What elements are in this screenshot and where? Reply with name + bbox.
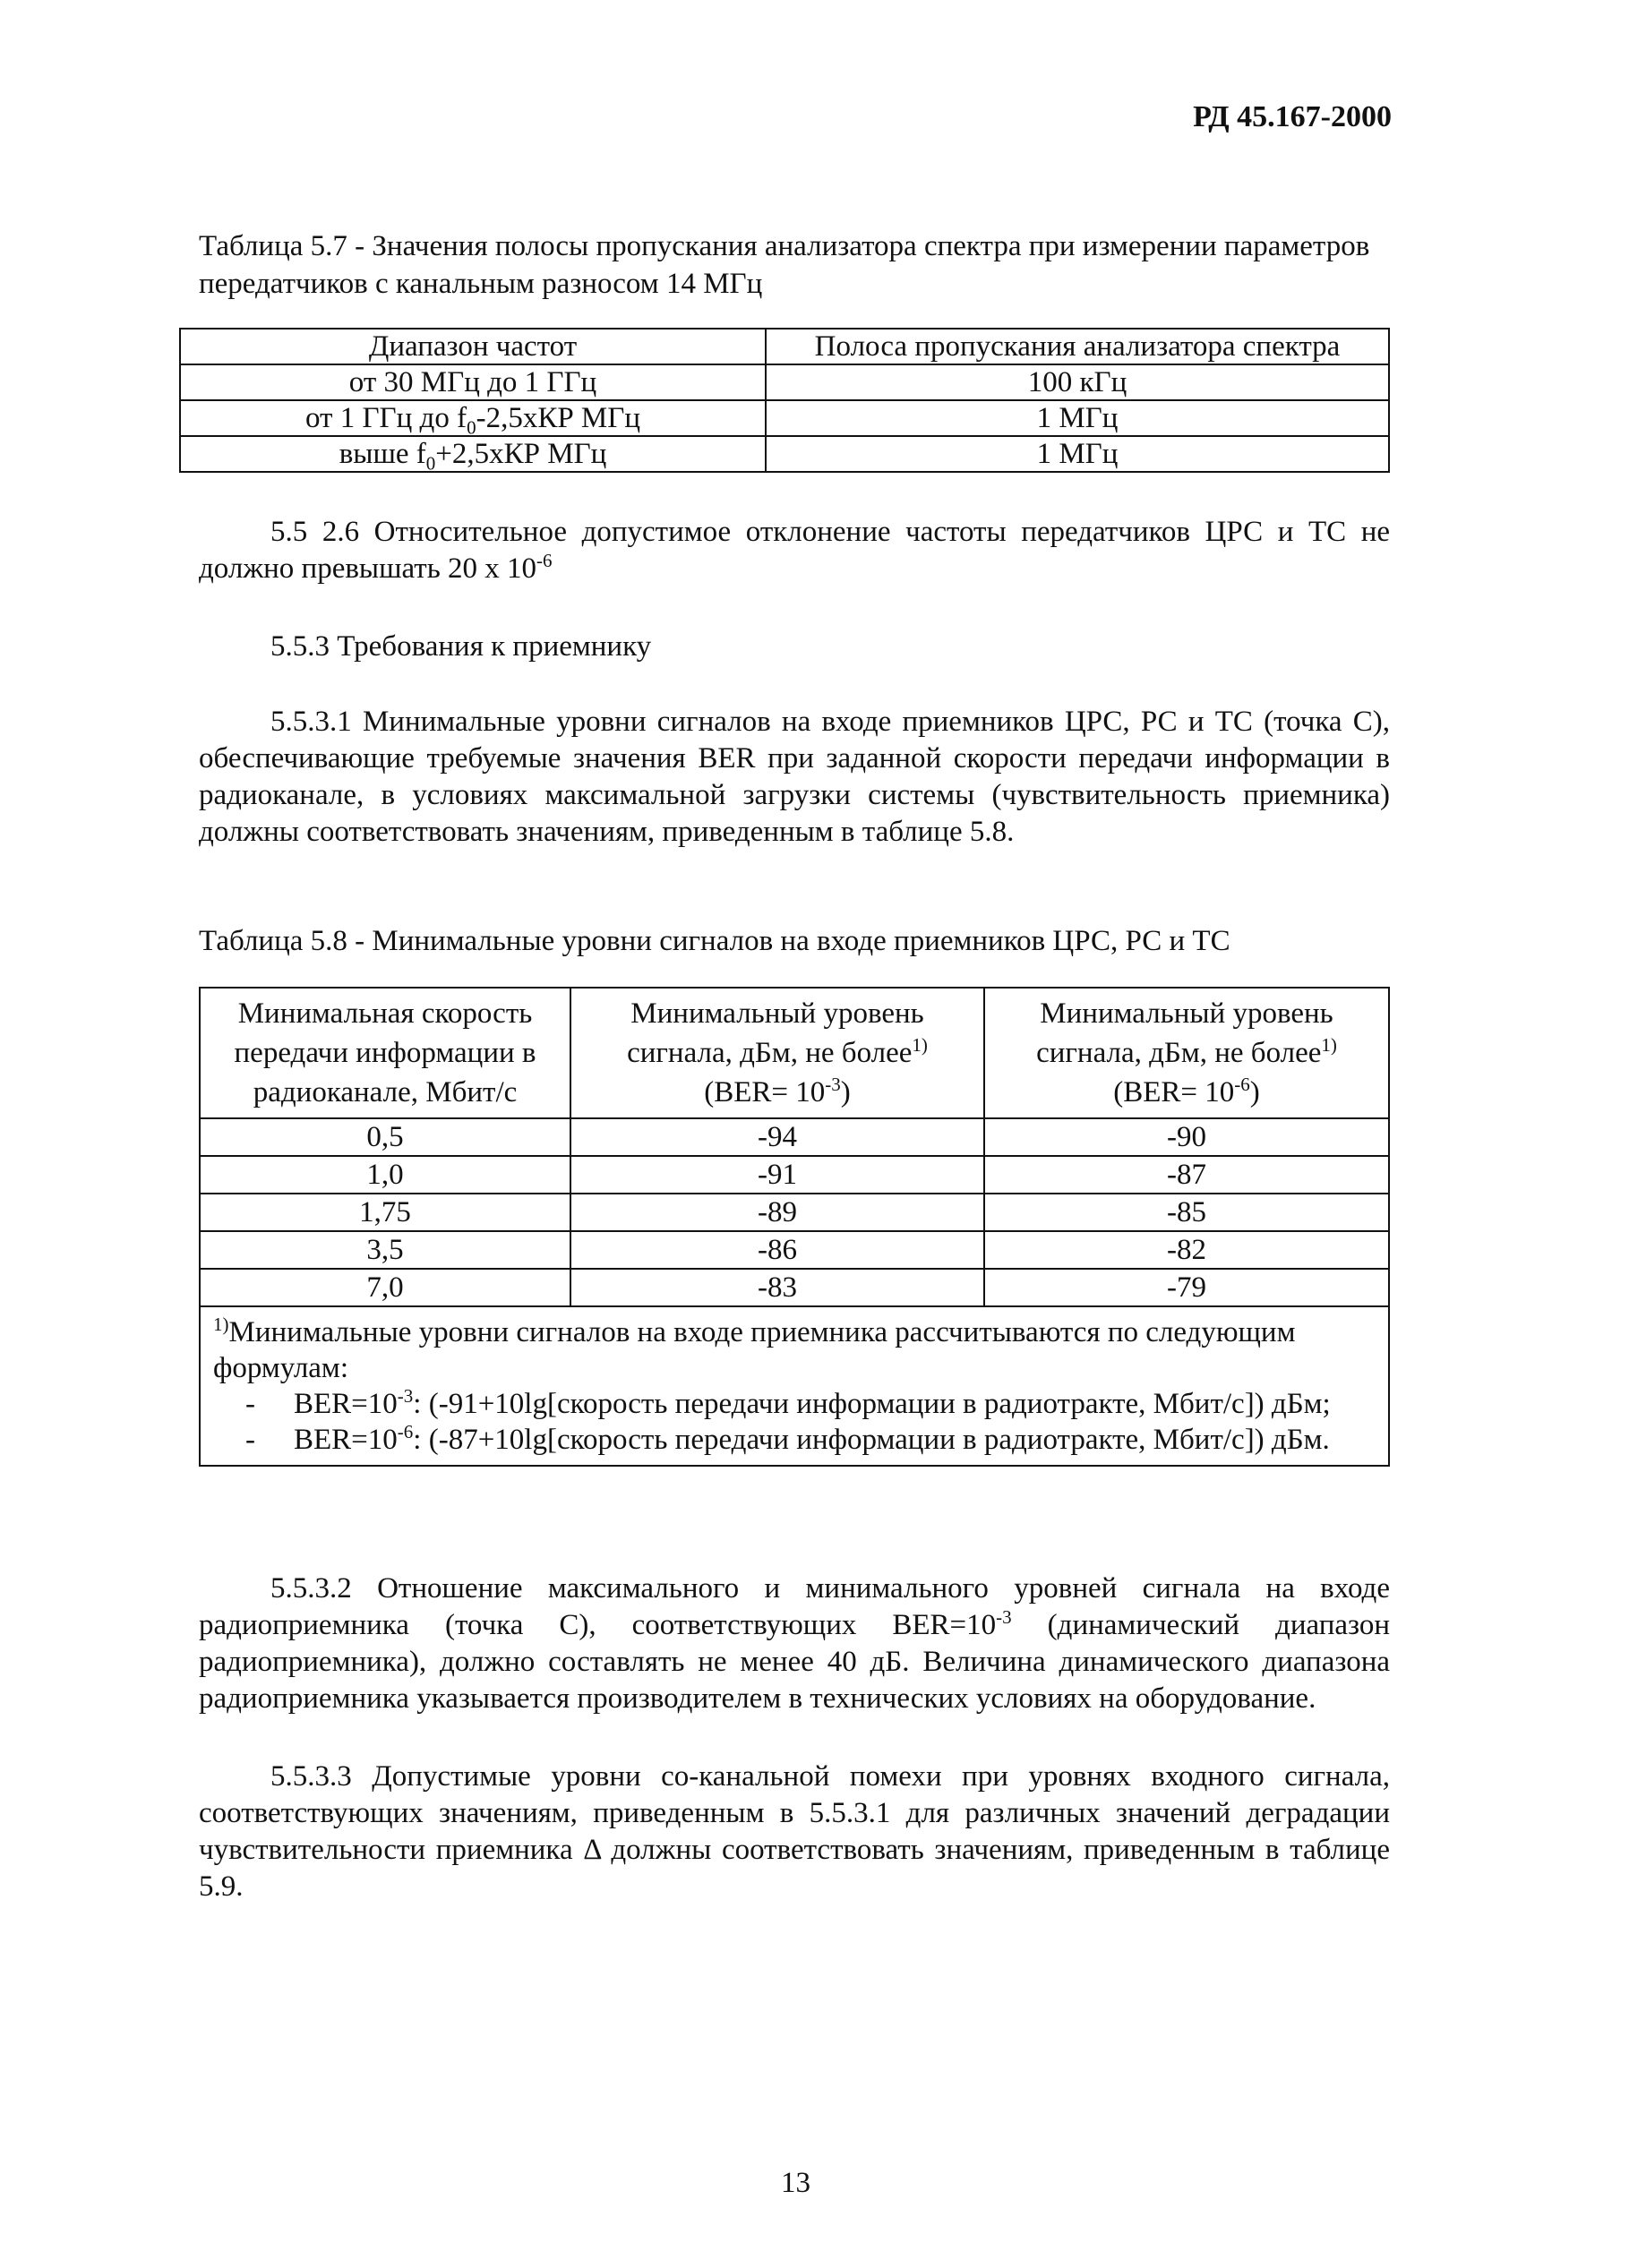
bandwidth-cell: 1 МГц xyxy=(766,436,1389,472)
level-ber6-cell: -79 xyxy=(984,1269,1389,1306)
frequency-range-cell: выше $f_0+2,5хКР$ МГц xyxy=(180,436,766,472)
table-note-row xyxy=(200,1306,1389,1466)
table-note xyxy=(200,1306,1389,1466)
table-row xyxy=(200,1269,1389,1306)
level-ber3-cell: -86 xyxy=(570,1231,984,1269)
table-5-8-caption: Таблица 5.8 - Минимальные уровни сигналов на входе приемников ЦРС, РС и ТС xyxy=(199,925,1230,957)
table-row xyxy=(200,1231,1389,1269)
table-header-row xyxy=(200,988,1389,1118)
table-5-8 xyxy=(199,987,1390,1467)
table-row xyxy=(180,364,1389,400)
speed-cell: 0,5 xyxy=(200,1118,570,1156)
paragraph-5-5-3-1: 5.5.3.1 Минимальные уровни сигналов на входе приемников ЦРС, РС и ТС (точка С), обеспечивающие требуемые значения BER при заданной скорости передачи информации в радиоканале, в условиях максимальной загрузки системы (чувствительность приемника) должны соответствовать значениям, приведенным в таблице 5.8. xyxy=(199,706,1390,848)
column-header: Полоса пропускания анализатора спектра xyxy=(766,329,1389,364)
document-code: РД 45.167-2000 xyxy=(1193,100,1392,133)
bandwidth-cell: 100 кГц xyxy=(766,364,1389,400)
level-ber3-cell: -94 xyxy=(570,1118,984,1156)
level-ber3-cell: -89 xyxy=(570,1194,984,1231)
level-ber3-cell: -83 xyxy=(570,1269,984,1306)
speed-cell: 7,0 xyxy=(200,1269,570,1306)
column-header-ber6: Минимальный уровень сигнала, дБм, не более$^{1)}$ $(BER= 10^{-6})$ xyxy=(984,988,1389,1118)
table-row xyxy=(200,1156,1389,1194)
paragraph-5-5-3-3: 5.5.3.3 Допустимые уровни со-канальной помехи при уровнях входного сигнала, соответствующих значениям, приведенным в 5.5.3.1 для различных значений деградации чувствительности приемника Δ должны соответствовать значениям, приведенным в таблице 5.9. xyxy=(199,1760,1390,1903)
frequency-range-cell: от 30 МГц до 1 ГГц xyxy=(180,364,766,400)
speed-cell: 3,5 xyxy=(200,1231,570,1269)
table-5-7 xyxy=(179,328,1390,473)
speed-cell: 1,75 xyxy=(200,1194,570,1231)
paragraph-5-5-2-6: 5.5 2.6 Относительное допустимое отклонение частоты передатчиков ЦРС и ТС не должно превышать 20 х $10^{-6}$ xyxy=(199,516,1390,585)
page-number: 13 xyxy=(781,2167,810,2199)
column-header-speed: Минимальная скорость передачи информации в радиоканале, Мбит/с xyxy=(200,988,570,1118)
column-header-ber3: Минимальный уровень сигнала, дБм, не более$^{1)}$ $(BER= 10^{-3})$ xyxy=(570,988,984,1118)
column-header: Диапазон частот xyxy=(180,329,766,364)
table-row xyxy=(180,436,1389,472)
paragraph-5-5-3-2: 5.5.3.2 Отношение максимального и минимального уровней сигнала на входе радиоприемника (точка С), соответствующих $BER=10^{-3}$ (динамический диапазон радиоприемника), должно составлять не менее 40 дБ. Величина динамического диапазона радиоприемника указывается производителем в технических условиях на оборудование. xyxy=(199,1572,1390,1715)
level-ber6-cell: -82 xyxy=(984,1231,1389,1269)
section-heading-5-5-3: 5.5.3 Требования к приемнику xyxy=(270,630,652,663)
table-5-7-caption: Таблица 5.7 - Значения полосы пропускания анализатора спектра при измерении параметров передатчиков с канальным разносом 14 МГц xyxy=(199,230,1370,300)
formula-ber6: - $BER=10^{-6}$: (-87+10lg[скорость передачи информации в радиотракте, Мбит/с]) дБм. xyxy=(245,1421,1330,1456)
note-intro: $^{1)}$Минимальные уровни сигналов на входе приемника рассчитываются по следующим формулам: xyxy=(213,1314,1296,1384)
formula-ber3: - $BER=10^{-3}$: (-91+10lg[скорость передачи информации в радиотракте, Мбит/с]) дБм; xyxy=(245,1385,1331,1420)
level-ber3-cell: -91 xyxy=(570,1156,984,1194)
level-ber6-cell: -85 xyxy=(984,1194,1389,1231)
table-header-row xyxy=(180,329,1389,364)
table-row xyxy=(200,1194,1389,1231)
speed-cell: 1,0 xyxy=(200,1156,570,1194)
level-ber6-cell: -87 xyxy=(984,1156,1389,1194)
frequency-range-cell: от 1 ГГц до $f_0-2,5хКР$ МГц xyxy=(180,400,766,436)
level-ber6-cell: -90 xyxy=(984,1118,1389,1156)
bandwidth-cell: 1 МГц xyxy=(766,400,1389,436)
table-row xyxy=(180,400,1389,436)
table-row xyxy=(200,1118,1389,1156)
